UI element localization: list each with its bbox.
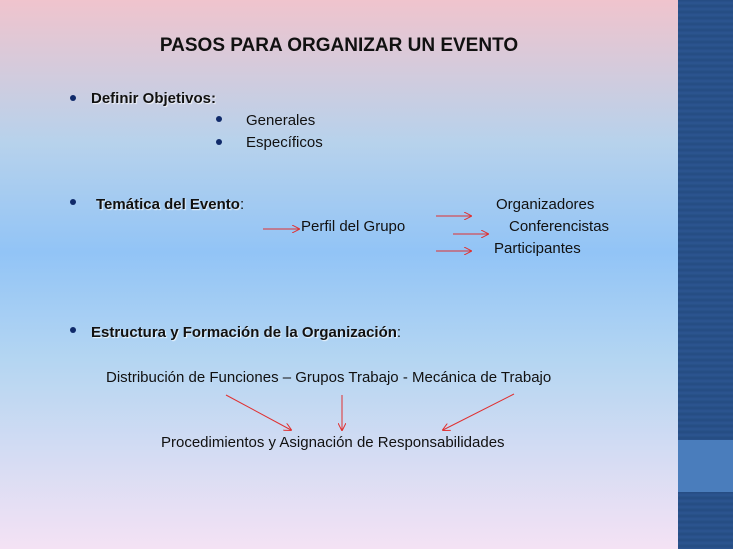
result-procedimientos: Procedimientos y Asignación de Responsabilidades	[161, 434, 505, 451]
item-definir-objetivos: Definir Objetivos:	[91, 90, 217, 107]
item-tematica-label: Temática del Evento	[96, 196, 240, 213]
arrow-from-mecanica	[443, 394, 514, 430]
item-estructura-colon: :	[396, 324, 402, 341]
arrow-from-distribucion	[226, 395, 291, 430]
item-estructura-label: Estructura y Formación de la Organización	[91, 324, 397, 341]
sidebar-band	[678, 440, 733, 492]
branch-participantes: Participantes	[494, 240, 581, 257]
branch-conferencistas: Conferencistas	[509, 218, 610, 235]
slide-title: PASOS PARA ORGANIZAR UN EVENTO	[159, 35, 519, 56]
subitem-especificos: Específicos	[246, 134, 323, 151]
subitem-generales: Generales	[246, 112, 316, 129]
item-tematica-colon: :	[239, 196, 245, 213]
branch-organizadores: Organizadores	[496, 196, 595, 213]
funciones-line: Distribución de Funciones – Grupos Trabajo - Mecánica de Trabajo	[106, 369, 552, 386]
perfil-del-grupo: Perfil del Grupo	[301, 218, 406, 235]
